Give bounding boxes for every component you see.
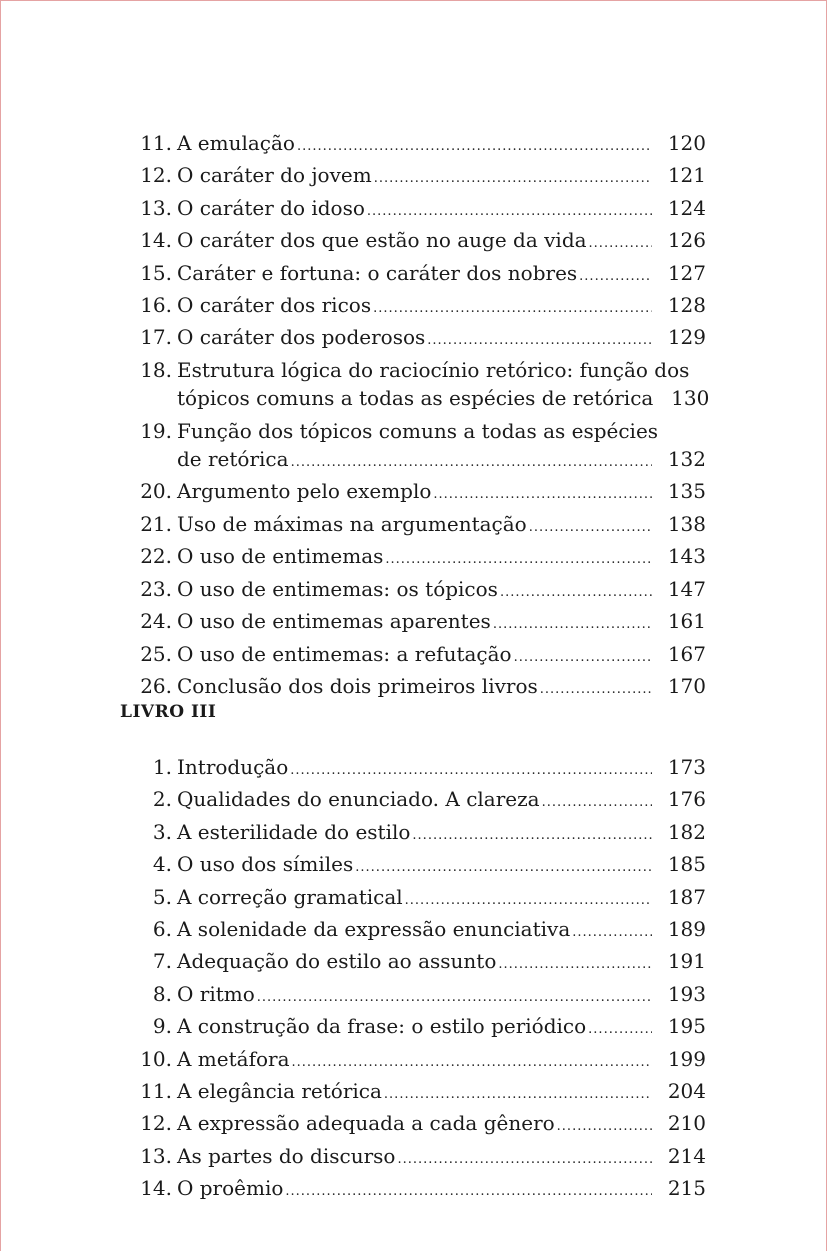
toc-entry-line: [136, 542, 706, 574]
toc-entry-title: A metáfora: [177, 1046, 290, 1071]
toc-entry-number: 16.: [140, 293, 172, 318]
toc-dot-leader: [290, 757, 652, 785]
toc-entry-line: [136, 753, 706, 785]
toc-dot-leader: [579, 263, 652, 291]
toc-entry[interactable]: [136, 194, 706, 226]
toc-entry-title: Qualidades do enunciado. A clareza: [177, 787, 540, 812]
toc-entry-line: [136, 417, 706, 445]
toc-entry-title: O caráter dos que estão no auge da vida: [177, 228, 587, 253]
toc-entry-number: 12.: [140, 1111, 172, 1136]
toc-entry[interactable]: [136, 1077, 706, 1109]
toc-entry-line: [136, 883, 706, 915]
toc-entry-page: 173: [667, 755, 706, 779]
toc-dot-leader: [542, 789, 652, 817]
toc-entry-line: [136, 1077, 706, 1109]
toc-entry-title: O uso de entimemas: [177, 544, 384, 569]
toc-dot-leader: [589, 230, 652, 258]
toc-entry-page: 195: [667, 1014, 706, 1039]
toc-list-livro-iii: [136, 753, 706, 1207]
toc-entry-number: 11.: [140, 131, 172, 155]
section-heading-livro-iii: LIVRO III: [120, 702, 217, 722]
toc-entry-title: O uso de entimemas: a refutação: [177, 641, 512, 666]
toc-entry-title: O caráter do idoso: [177, 195, 365, 220]
toc-entry[interactable]: [136, 1109, 706, 1141]
toc-entry[interactable]: [136, 883, 706, 915]
toc-entry-page: 135: [667, 479, 706, 504]
toc-entry[interactable]: [136, 542, 706, 574]
toc-entry[interactable]: [136, 129, 706, 161]
toc-entry-page: 176: [667, 787, 706, 812]
toc-dot-leader: [367, 198, 652, 226]
toc-entry-title: O proêmio: [177, 1176, 284, 1201]
toc-entry-line: [136, 607, 706, 639]
toc-entry-line: [136, 640, 706, 672]
toc-dot-leader: [405, 887, 652, 915]
toc-entry-number: 13.: [140, 195, 172, 220]
toc-entry-line: [136, 356, 706, 384]
toc-entry-line: [136, 1012, 706, 1044]
toc-entry-number: 25.: [140, 641, 172, 666]
toc-list-livro-ii: [136, 129, 710, 704]
toc-entry-page: 130: [671, 386, 710, 411]
toc-dot-leader: [355, 854, 652, 882]
toc-entry-page: 128: [667, 293, 706, 318]
toc-entry-number: 11.: [140, 1079, 172, 1104]
toc-entry-number: 1.: [152, 755, 172, 779]
toc-entry-title: A solenidade da expressão enunciativa: [177, 917, 571, 942]
toc-dot-leader: [427, 327, 652, 355]
toc-dot-leader: [374, 165, 652, 193]
toc-entry-page: 121: [667, 163, 706, 188]
toc-entry[interactable]: [136, 980, 706, 1012]
toc-dot-leader: [292, 1049, 653, 1077]
toc-entry-page: 199: [667, 1046, 706, 1071]
toc-entry-number: 7.: [152, 949, 172, 974]
toc-entry-page: 132: [667, 447, 706, 472]
toc-dot-leader: [540, 676, 652, 704]
toc-entry[interactable]: [136, 291, 706, 323]
toc-entry[interactable]: [136, 477, 706, 509]
toc-entry-title: A construção da frase: o estilo periódico: [177, 1014, 587, 1039]
toc-entry-page: 191: [667, 949, 706, 974]
toc-entry-line: [136, 161, 706, 193]
toc-entry-line: [136, 1045, 706, 1077]
toc-entry-title: Conclusão dos dois primeiros livros: [177, 673, 538, 698]
toc-entry-line: [136, 850, 706, 882]
toc-entry[interactable]: [136, 259, 706, 291]
toc-entry-number: 10.: [140, 1046, 172, 1071]
toc-entry-number: 4.: [152, 852, 172, 877]
toc-entry[interactable]: [136, 1142, 706, 1174]
toc-entry-title-continuation: tópicos comuns a todas as espécies de retórica: [177, 386, 654, 411]
toc-entry[interactable]: [136, 672, 706, 704]
toc-entry-title-continuation: de retórica: [177, 447, 289, 472]
toc-entry[interactable]: [136, 640, 706, 672]
toc-entry-number: 22.: [140, 544, 172, 569]
toc-entry[interactable]: [136, 356, 710, 417]
toc-entry-number: 9.: [152, 1014, 172, 1039]
toc-entry-line: [136, 226, 706, 258]
toc-dot-leader: [285, 1178, 652, 1206]
toc-dot-leader: [588, 1016, 652, 1044]
toc-entry-number: 26.: [140, 673, 172, 698]
toc-entry-title: A correção gramatical: [177, 884, 403, 909]
toc-entry-page: 214: [667, 1143, 706, 1168]
toc-entry-line: [136, 1109, 706, 1141]
toc-entry[interactable]: [136, 607, 706, 639]
toc-entry-line: [136, 915, 706, 947]
toc-entry-number: 8.: [152, 981, 172, 1006]
toc-entry-number: 3.: [152, 819, 172, 844]
toc-entry-title: O uso de entimemas aparentes: [177, 609, 491, 634]
toc-entry-title: Introdução: [177, 755, 289, 779]
toc-entry-line: [136, 259, 706, 291]
toc-entry-page: 167: [667, 641, 706, 666]
toc-entry-number: 5.: [152, 884, 172, 909]
toc-entry-line: [136, 1142, 706, 1174]
toc-entry[interactable]: [136, 850, 706, 882]
toc-entry-line: [136, 980, 706, 1012]
toc-entry-line: [136, 947, 706, 979]
toc-dot-leader: [257, 984, 652, 1012]
toc-entry-number: 12.: [140, 163, 172, 188]
toc-entry[interactable]: [136, 510, 706, 542]
toc-entry-page: 143: [667, 544, 706, 569]
toc-entry[interactable]: [136, 753, 706, 785]
toc-dot-leader: [514, 644, 652, 672]
toc-entry-page: 127: [667, 260, 706, 285]
toc-entry-page: 187: [667, 884, 706, 909]
toc-entry-number: 13.: [140, 1143, 172, 1168]
toc-entry-number: 2.: [152, 787, 172, 812]
toc-entry-line: [136, 510, 706, 542]
toc-entry-page: 215: [667, 1176, 706, 1201]
toc-entry-title: As partes do discurso: [177, 1143, 396, 1168]
toc-entry-title: Argumento pelo exemplo: [177, 479, 432, 504]
toc-dot-leader: [493, 611, 652, 639]
toc-dot-leader: [412, 822, 652, 850]
toc-entry[interactable]: [136, 323, 706, 355]
toc-entry[interactable]: [136, 818, 706, 850]
toc-entry-line: [136, 818, 706, 850]
toc-entry-line: [136, 785, 706, 817]
toc-entry-title: O caráter dos ricos: [177, 293, 372, 318]
toc-entry-page: 161: [667, 609, 706, 634]
toc-entry-continuation-line: [136, 445, 706, 477]
toc-entry-title: A esterilidade do estilo: [177, 819, 411, 844]
toc-entry-number: 17.: [140, 325, 172, 350]
toc-entry-page: 182: [667, 819, 706, 844]
toc-entry-number: 15.: [140, 260, 172, 285]
toc-entry-number: 21.: [140, 511, 172, 536]
toc-entry[interactable]: [136, 226, 706, 258]
toc-entry-line: [136, 323, 706, 355]
toc-entry-title: Estrutura lógica do raciocínio retórico: função dos: [177, 357, 690, 382]
toc-dot-leader: [384, 1081, 652, 1109]
toc-entry-number: 18.: [140, 357, 172, 382]
toc-entry-page: 193: [667, 981, 706, 1006]
toc-entry[interactable]: [136, 161, 706, 193]
toc-entry-number: 20.: [140, 479, 172, 504]
toc-dot-leader: [433, 481, 652, 509]
toc-dot-leader: [291, 449, 652, 477]
toc-dot-leader: [397, 1146, 652, 1174]
toc-dot-leader: [500, 579, 652, 607]
toc-entry-page: 185: [667, 852, 706, 877]
toc-entry[interactable]: [136, 1045, 706, 1077]
toc-entry-line: [136, 129, 706, 161]
toc-dot-leader: [498, 951, 652, 979]
toc-entry-page: 129: [667, 325, 706, 350]
toc-entry[interactable]: [136, 947, 706, 979]
toc-dot-leader: [572, 919, 652, 947]
toc-entry-number: 6.: [152, 917, 172, 942]
toc-entry-line: [136, 194, 706, 226]
toc-entry-page: 147: [667, 576, 706, 601]
toc-entry-title: O caráter dos poderosos: [177, 325, 426, 350]
toc-dot-leader: [385, 546, 652, 574]
toc-entry-page: 170: [667, 673, 706, 698]
toc-entry-title: O uso de entimemas: os tópicos: [177, 576, 498, 601]
toc-entry[interactable]: [136, 1012, 706, 1044]
toc-entry-title: O ritmo: [177, 981, 255, 1006]
toc-entry[interactable]: [136, 417, 706, 478]
toc-dot-leader: [297, 133, 652, 161]
toc-entry-page: 210: [667, 1111, 706, 1136]
toc-entry-title: O caráter do jovem: [177, 163, 372, 188]
toc-dot-leader: [529, 514, 652, 542]
toc-entry-continuation-line: [136, 384, 710, 416]
toc-entry-page: 126: [667, 228, 706, 253]
toc-entry-page: 120: [667, 131, 706, 155]
toc-entry-number: 14.: [140, 1176, 172, 1201]
toc-entry-title: Função dos tópicos comuns a todas as espécies: [177, 418, 659, 443]
toc-entry-title: O uso dos símiles: [177, 852, 354, 877]
toc-entry-line: [136, 672, 706, 704]
toc-entry[interactable]: [136, 785, 706, 817]
toc-entry[interactable]: [136, 575, 706, 607]
toc-entry-number: 23.: [140, 576, 172, 601]
toc-entry-number: 14.: [140, 228, 172, 253]
toc-entry-page: 204: [667, 1079, 706, 1104]
toc-entry[interactable]: [136, 1174, 706, 1206]
toc-entry[interactable]: [136, 915, 706, 947]
toc-entry-page: 138: [667, 511, 706, 536]
toc-entry-line: [136, 291, 706, 323]
toc-entry-title: A emulação: [177, 131, 295, 155]
toc-dot-leader: [373, 295, 652, 323]
toc-entry-title: Adequação do estilo ao assunto: [177, 949, 497, 974]
toc-entry-line: [136, 477, 706, 509]
toc-entry-number: 19.: [140, 418, 172, 443]
toc-dot-leader: [557, 1113, 652, 1141]
toc-entry-title: Caráter e fortuna: o caráter dos nobres: [177, 260, 578, 285]
toc-entry-page: 124: [667, 195, 706, 220]
toc-entry-title: A expressão adequada a cada gênero: [177, 1111, 555, 1136]
toc-entry-number: 24.: [140, 609, 172, 634]
toc-entry-page: 189: [667, 917, 706, 942]
toc-entry-line: [136, 575, 706, 607]
toc-entry-title: A elegância retórica: [177, 1079, 382, 1104]
toc-entry-title: Uso de máximas na argumentação: [177, 511, 527, 536]
toc-entry-line: [136, 1174, 706, 1206]
